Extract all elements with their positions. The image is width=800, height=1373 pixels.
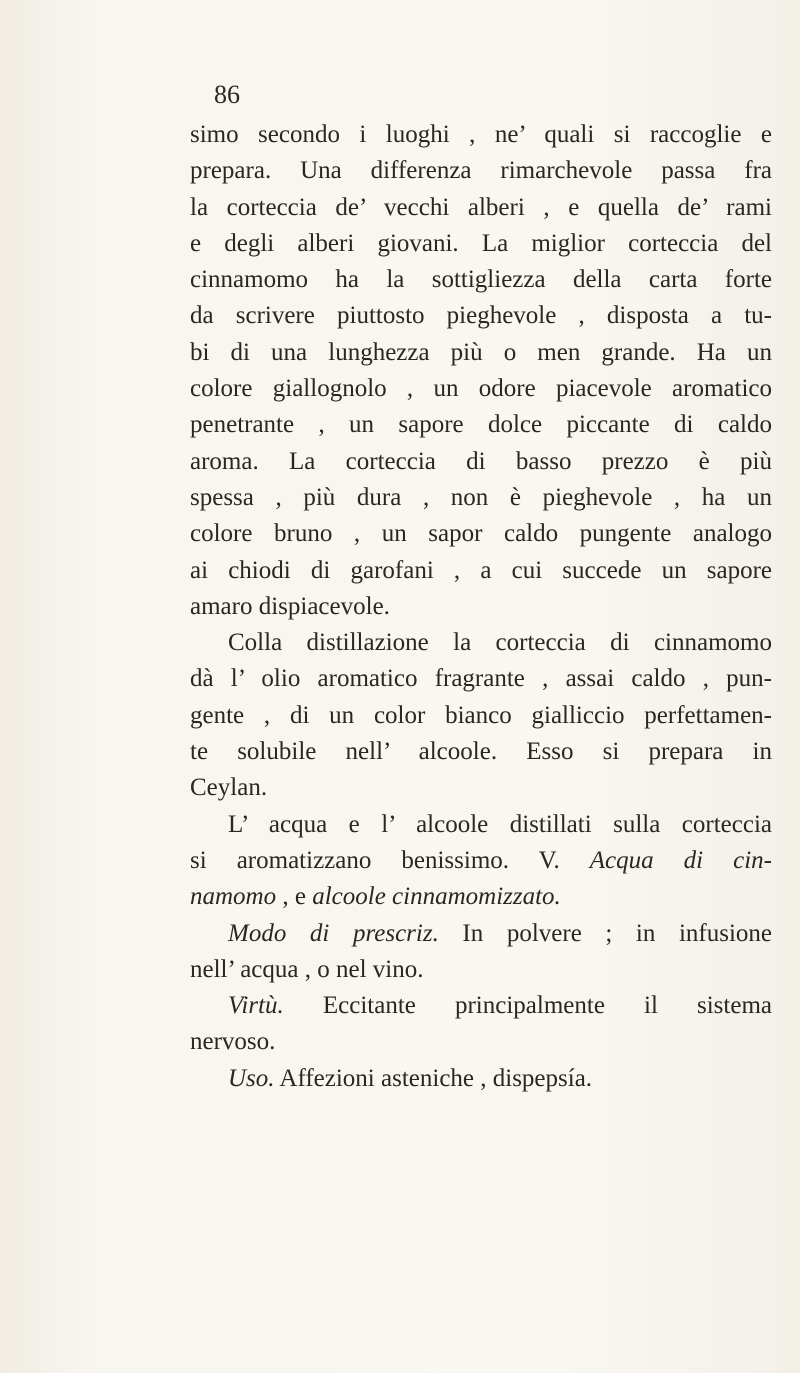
line-text: spessa , più dura , non è pieghevole , ha un: [190, 483, 772, 511]
line-text: penetrante , un sapore dolce piccante di caldo: [190, 411, 772, 439]
line-text: e degli alberi giovani. La miglior corteccia del: [190, 229, 772, 257]
text-line: [190, 407, 772, 443]
line-text: simo secondo i luoghi , ne’ quali si raccoglie e: [190, 121, 772, 148]
line-text: gente , di un color bianco gialliccio perfettamen-: [190, 701, 772, 729]
text-line: [190, 516, 772, 552]
text-line: [190, 770, 772, 806]
text-line: [190, 1061, 772, 1097]
text-line: [190, 843, 772, 879]
text-line: [190, 226, 772, 262]
line-text: , e: [276, 883, 313, 911]
text-line: [190, 153, 772, 189]
line-text: cinnamomo ha la sottigliezza della carta forte: [190, 266, 772, 294]
line-text: Affezioni asteniche , dispepsía.: [274, 1064, 593, 1092]
line-text: Ceylan.: [190, 774, 268, 802]
line-text: te solubile nell’ alcoole. Esso si prepara in: [190, 738, 772, 766]
text-line: [190, 117, 772, 153]
italic-text: alcoole cinnamomizzato.: [312, 883, 561, 911]
line-text: In polvere ; in infusione: [438, 919, 772, 947]
text-line: [190, 371, 772, 407]
line-text: nell’ acqua , o nel vino.: [190, 955, 424, 983]
line-text: Colla distillazione la corteccia di cinnamomo: [228, 629, 772, 657]
text-line: [190, 879, 772, 915]
text-line: [190, 988, 772, 1024]
text-line: [190, 952, 772, 988]
italic-text: Uso.: [228, 1064, 275, 1092]
line-text: dà l’ olio aromatico fragrante , assai caldo , pun-: [190, 665, 772, 693]
line-text: nervoso.: [190, 1028, 276, 1056]
text-line: [190, 444, 772, 480]
text-line: [190, 589, 772, 625]
text-line: [190, 553, 772, 589]
line-text: Eccitante principalmente il sistema: [283, 992, 772, 1020]
line-text: colore bruno , un sapor caldo pungente analogo: [190, 520, 772, 548]
text-line: [190, 698, 772, 734]
line-text: si aromatizzano benissimo. V.: [190, 846, 590, 874]
line-text: amaro dispiacevole.: [190, 592, 390, 620]
text-line: [190, 480, 772, 516]
line-text: la corteccia de’ vecchi alberi , e quella de’ rami: [190, 193, 772, 221]
page-number: 86: [214, 80, 240, 109]
text-line: [190, 807, 772, 843]
italic-text: Modo di prescriz.: [228, 919, 439, 947]
body-text: [190, 117, 772, 1097]
text-line: [190, 625, 772, 661]
line-text: prepara. Una differenza rimarchevole passa fra: [190, 157, 772, 185]
line-text: bi di una lunghezza più o men grande. Ha un: [190, 338, 772, 366]
italic-text: namomo: [190, 883, 277, 911]
line-text: aroma. La corteccia di basso prezzo è più: [190, 447, 772, 475]
line-text: ai chiodi di garofani , a cui succede un sapore: [190, 556, 772, 584]
text-line: [190, 1024, 772, 1060]
line-text: da scrivere piuttosto pieghevole , disposta a tu-: [190, 302, 772, 330]
text-line: [190, 262, 772, 298]
text-line: [190, 661, 772, 697]
text-line: [190, 916, 772, 952]
line-text: colore giallognolo , un odore piacevole aromatico: [190, 375, 772, 403]
italic-text: Virtù.: [228, 992, 284, 1020]
italic-text: Acqua di cin-: [589, 846, 772, 874]
text-line: [190, 335, 772, 371]
text-line: [190, 190, 772, 226]
line-text: L’ acqua e l’ alcoole distillati sulla corteccia: [228, 810, 772, 838]
text-line: [190, 298, 772, 334]
text-line: [190, 734, 772, 770]
